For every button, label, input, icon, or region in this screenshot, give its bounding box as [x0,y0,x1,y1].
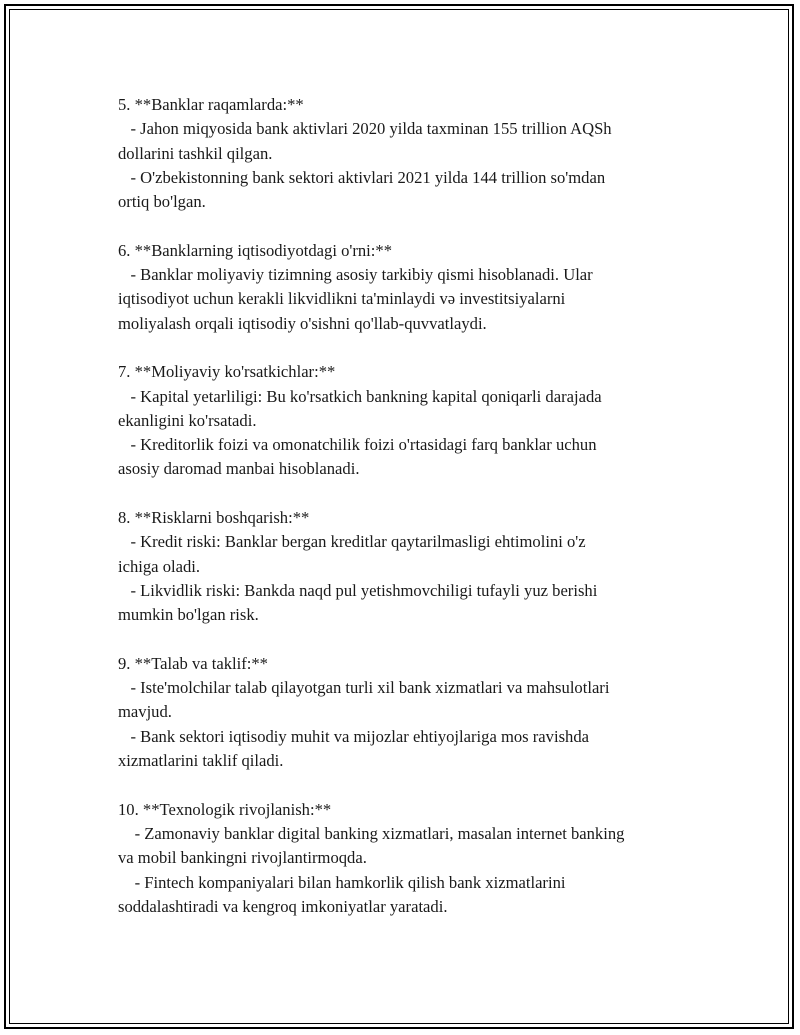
section-heading: 8. **Risklarni boshqarish:** [118,508,310,528]
text-line: ichiga oladi. [118,556,201,576]
text-line: dollarini tashkil qilgan. [118,143,273,163]
text-line: asosiy daromad manbai hisoblanadi. [118,459,360,479]
text-line: - Kredit riski: Banklar bergan kreditlar qaytarilmasligi ehtimolini o'z [118,532,586,552]
section-banks-in-numbers [118,93,688,214]
text-line: - Bank sektori iqtisodiy muhit va mijozlar ehtiyojlariga mos ravishda [118,726,589,746]
text-line: - Kreditorlik foizi va omonatchilik foizi o'rtasidagi farq banklar uchun [118,435,597,455]
section-heading: 5. **Banklar raqamlarda:** [118,95,304,114]
text-line: - Likvidlik riski: Bankda naqd pul yetishmovchiligi tufayli yuz berishi [118,580,598,600]
text-line: moliyalash orqali iqtisodiy o'sishni qo'llab-quvvatlaydi. [118,313,487,333]
text-line: mavjud. [118,702,172,722]
section-supply-demand [118,652,688,773]
text-line: ortiq bo'lgan. [118,192,206,212]
text-line: - Fintech kompaniyalari bilan hamkorlik qilish bank xizmatlarini [118,872,566,892]
section-technology [118,798,688,919]
text-line: va mobil bankingni rivojlantirmoqda. [118,848,367,868]
section-financial-indicators [118,360,688,481]
text-line: - Jahon miqyosida bank aktivlari 2020 yilda taxminan 155 trillion AQSh [118,119,612,139]
document-body [118,93,688,943]
section-risk-management [118,506,688,627]
text-line: soddalashtiradi va kengroq imkoniyatlar yaratadi. [118,896,448,916]
section-role-in-economy [118,239,688,336]
text-line: - Iste'molchilar talab qilayotgan turli xil bank xizmatlari va mahsulotlari [118,678,610,698]
text-line: - O'zbekistonning bank sektori aktivlari 2021 yilda 144 trillion so'mdan [118,167,606,187]
section-heading: 9. **Talab va taklif:** [118,653,268,673]
text-line: iqtisodiyot uchun kerakli likvidlikni ta'minlaydi və investitsiyalarni [118,289,566,309]
text-line: xizmatlarini taklif qiladi. [118,751,284,771]
section-heading: 6. **Banklarning iqtisodiyotdagi o'rni:** [118,240,392,260]
text-line: - Zamonaviy banklar digital banking xizmatlari, masalan internet banking [118,823,625,843]
text-line: mumkin bo'lgan risk. [118,605,259,625]
text-line: ekanligini ko'rsatadi. [118,410,257,430]
text-line: - Kapital yetarliligi: Bu ko'rsatkich bankning kapital qoniqarli darajada [118,386,602,406]
section-heading: 7. **Moliyaviy ko'rsatkichlar:** [118,362,336,382]
text-line: - Banklar moliyaviy tizimning asosiy tarkibiy qismi hisoblanadi. Ular [118,265,593,285]
section-heading: 10. **Texnologik rivojlanish:** [118,799,332,819]
